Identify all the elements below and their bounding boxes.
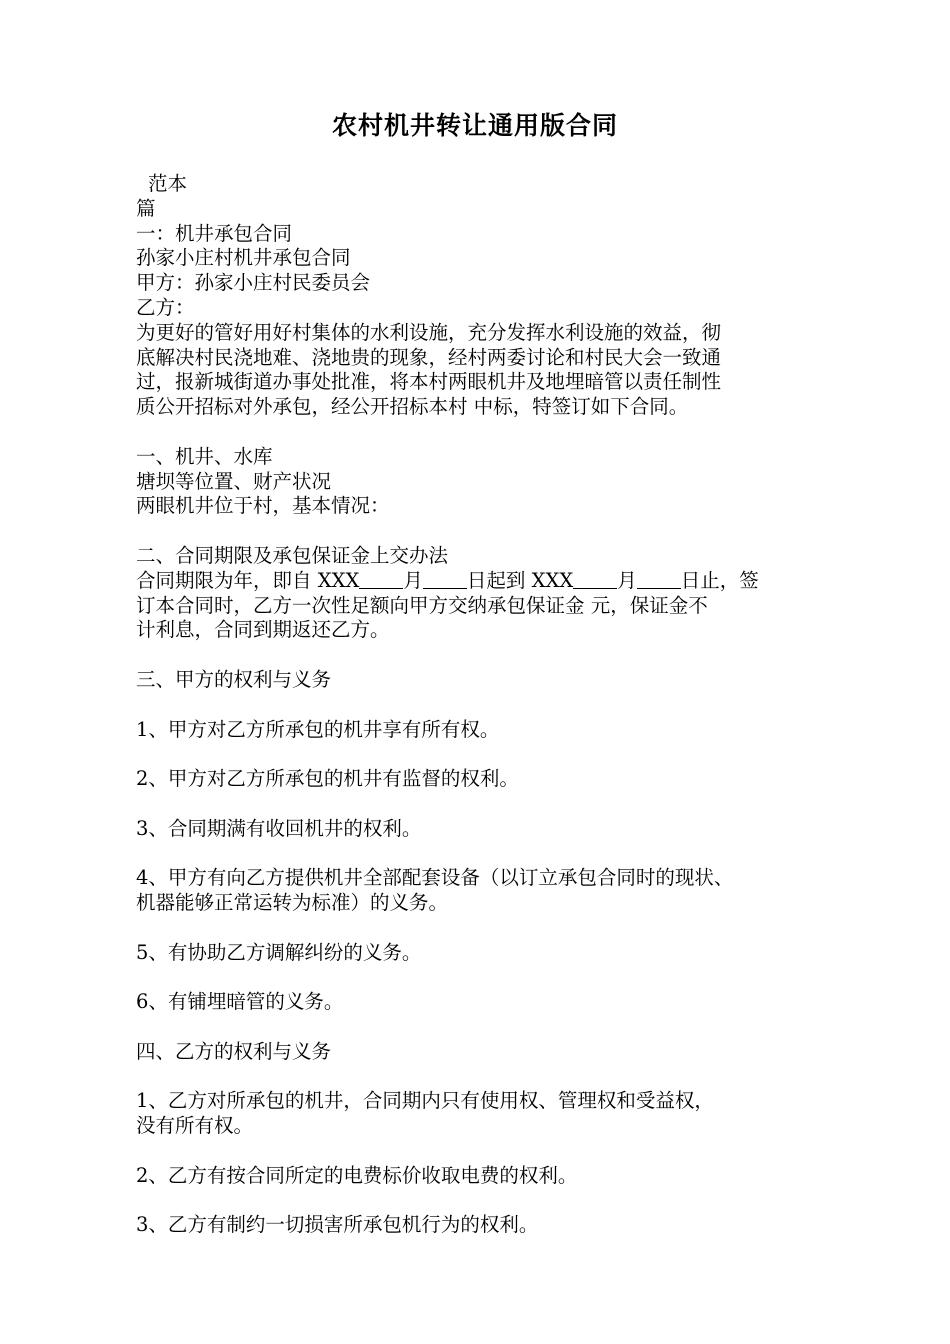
- clause-line: 6、有铺埋暗管的义务。: [136, 990, 344, 1014]
- blank-line: [136, 693, 836, 718]
- party-b-line: 乙方：: [136, 295, 195, 319]
- text-segment: 合同期限为年，即自 XXX: [136, 568, 360, 592]
- clause-line: 5、有协助乙方调解纠纷的义务。: [136, 940, 422, 964]
- clause-line: 没有所有权。: [136, 1114, 254, 1138]
- fill-in-blank: [637, 569, 681, 589]
- clause-line: 1、乙方对所承包的机井，合同期内只有使用权、管理权和受益权，: [136, 1089, 714, 1113]
- section-heading: 三、甲方的权利与义务: [136, 667, 332, 691]
- document-body: [136, 172, 836, 1238]
- text-line: 篇: [136, 196, 156, 220]
- blank-line: [136, 1065, 836, 1090]
- blank-line: [136, 1139, 836, 1164]
- text-segment: 日起到 XXX: [466, 568, 574, 592]
- section-heading: 一、机井、水库: [136, 444, 273, 468]
- text-line: 孙家小庄村机井承包合同: [136, 246, 351, 270]
- fill-in-blank: [573, 569, 617, 589]
- blank-line: [136, 966, 836, 991]
- text-line: 计利息，合同到期返还乙方。: [136, 618, 390, 642]
- blank-line: [136, 519, 836, 544]
- blank-line: [136, 842, 836, 867]
- fill-in-blank: [359, 569, 403, 589]
- blank-line: [136, 792, 836, 817]
- text-segment: 日止，签: [680, 568, 759, 592]
- clause-line: 3、合同期满有收回机井的权利。: [136, 816, 422, 840]
- clause-line: 2、乙方有按合同所定的电费标价收取电费的权利。: [136, 1163, 578, 1187]
- clause-line: 1、甲方对乙方所承包的机井享有所有权。: [136, 717, 500, 741]
- blank-line: [136, 742, 836, 767]
- document-title: 农村机井转让通用版合同: [331, 111, 618, 140]
- text-line: 过，报新城街道办事处批准，将本村两眼机井及地埋暗管以责任制性: [136, 370, 722, 394]
- blank-line: [136, 420, 836, 445]
- section-heading: 四、乙方的权利与义务: [136, 1039, 332, 1063]
- text-segment: 月: [617, 568, 637, 592]
- clause-line: 3、乙方有制约一切损害所承包机行为的权利。: [136, 1213, 539, 1237]
- blank-line: [136, 1015, 836, 1040]
- blank-line: [136, 1189, 836, 1214]
- text-line: 为更好的管好用好村集体的水利设施，充分发挥水利设施的效益，彻: [136, 320, 722, 344]
- fill-in-blank: [423, 569, 467, 589]
- text-line: 底解决村民浇地难、浇地贵的现象，经村两委讨论和村民大会一致通: [136, 345, 722, 369]
- section-heading: 二、合同期限及承包保证金上交办法: [136, 543, 449, 567]
- text-line: 范本: [148, 172, 188, 195]
- text-segment: 月: [403, 568, 423, 592]
- section-heading: 一：机井承包合同: [136, 221, 293, 245]
- text-line: 两眼机井位于村，基本情况：: [136, 494, 390, 518]
- party-a-line: 甲方：孙家小庄村民委员会: [136, 271, 371, 295]
- clause-line: 2、甲方对乙方所承包的机井有监督的权利。: [136, 767, 519, 791]
- text-line: 质公开招标对外承包，经公开招标本村 中标，特签订如下合同。: [136, 395, 689, 419]
- clause-line: 4、甲方有向乙方提供机井全部配套设备（以订立承包合同时的现状、: [136, 866, 734, 890]
- text-line: 塘坝等位置、财产状况: [136, 469, 332, 493]
- blank-line: [136, 643, 836, 668]
- blank-line: [136, 916, 836, 941]
- clause-line: 机器能够正常运转为标准）的义务。: [136, 891, 449, 915]
- contract-period-line: [136, 569, 836, 594]
- text-line: 订本合同时，乙方一次性足额向甲方交纳承包保证金 元，保证金不: [136, 593, 708, 617]
